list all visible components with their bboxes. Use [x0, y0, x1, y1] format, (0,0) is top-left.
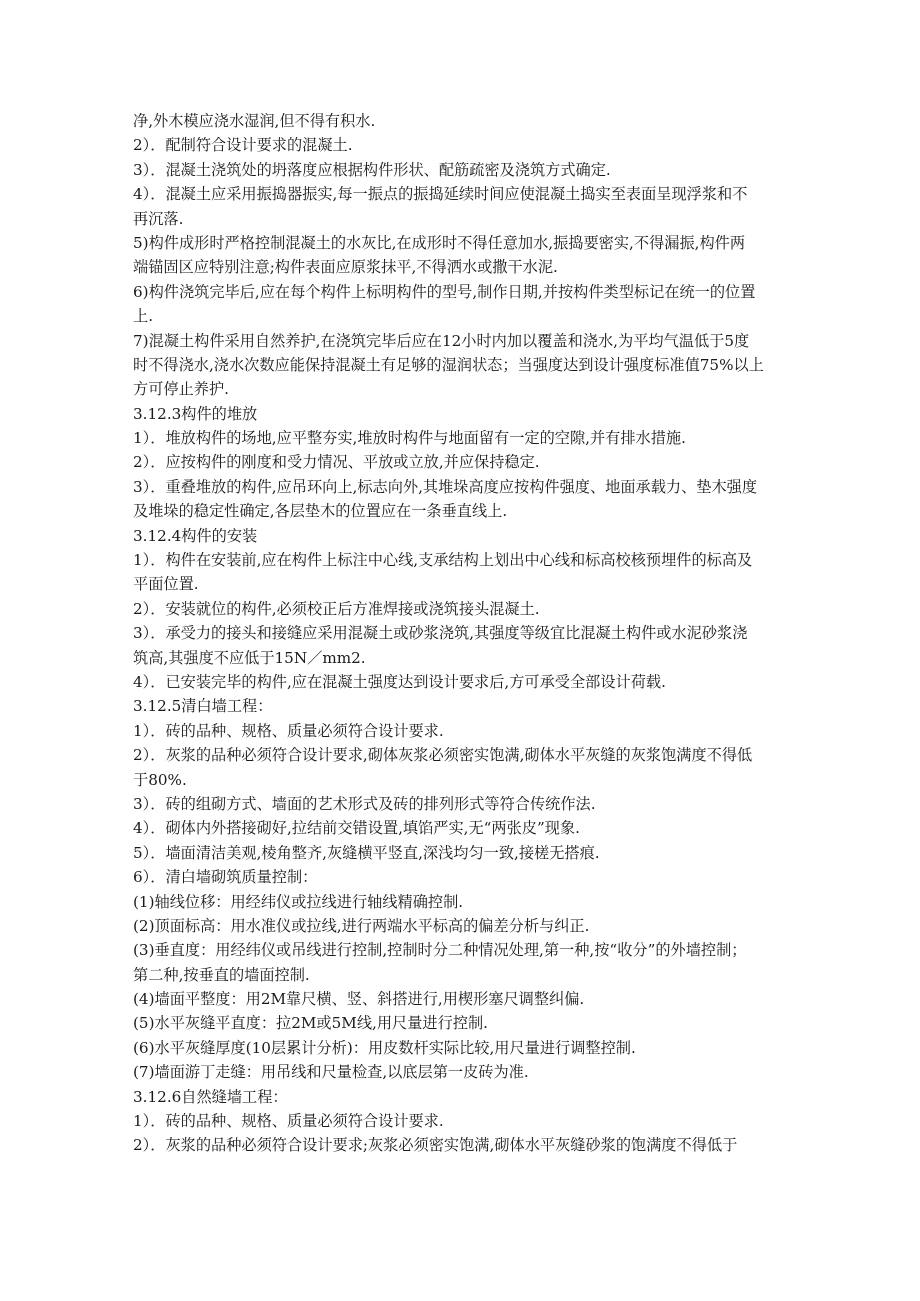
text-line: 3.12.3构件的堆放	[133, 404, 258, 423]
text-line: 方可停止养护.	[133, 380, 229, 399]
text-line: 平面位置.	[133, 575, 199, 594]
text-line: (5)水平灰缝平直度：拉2M或5M线,用尺量进行控制.	[133, 1014, 488, 1033]
text-line: (3)垂直度：用经纬仪或吊线进行控制,控制时分二种情况处理,第一种,按“收分”的外墙控制；	[133, 941, 747, 960]
text-line: 2）．应按构件的刚度和受力情况、平放或立放,并应保持稳定.	[133, 453, 540, 472]
text-line: (2)顶面标高：用水准仪或拉线,进行两端水平标高的偏差分析与纠正.	[133, 916, 590, 935]
text-line: 6）．清白墙砌筑质量控制：	[133, 868, 318, 887]
text-line: 6)构件浇筑完毕后,应在每个构件上标明构件的型号,制作日期,并按构件类型标记在统一的位置	[133, 282, 756, 301]
text-line: 3）．混凝土浇筑处的坍落度应根据构件形状、配筋疏密及浇筑方式确定.	[133, 160, 611, 179]
text-line: 1）．砖的品种、规格、质量必须符合设计要求.	[133, 1112, 444, 1131]
text-line: (7)墙面游丁走缝：用吊线和尺量检查,以底层第一皮砖为准.	[133, 1063, 529, 1082]
text-line: 3.12.5清白墙工程：	[133, 697, 273, 716]
text-line: (4)墙面平整度：用2M靠尺横、竖、斜搭进行,用楔形塞尺调整纠偏.	[133, 990, 585, 1009]
text-line: 5)构件成形时严格控制混凝土的水灰比,在成形时不得任意加水,振捣要密实,不得漏振,构件两	[133, 233, 746, 252]
text-line: 端锚固区应特别注意;构件表面应原浆抹平,不得洒水或撒干水泥.	[133, 258, 558, 277]
document-body	[133, 109, 793, 1158]
text-line: 筑高,其强度不应低于15N／mm2.	[133, 648, 366, 667]
text-line: 再沉落.	[133, 209, 184, 228]
text-line: 及堆垛的稳定性确定,各层垫木的位置应在一条垂直线上.	[133, 502, 508, 521]
text-line: 4）．混凝土应采用振捣器振实,每一振点的振捣延续时间应使混凝土捣实至表面呈现浮浆和不	[133, 185, 748, 204]
text-line: 4）．砌体内外搭接砌好,拉结前交错设置,填馅严实,无“两张皮”现象.	[133, 819, 580, 838]
text-line: 7)混凝土构件采用自然养护,在浇筑完毕后应在12小时内加以覆盖和浇水,为平均气温低于5度	[133, 331, 750, 350]
text-line: 3.12.6自然缝墙工程：	[133, 1087, 288, 1106]
text-line: 上.	[133, 307, 154, 326]
text-line: 3.12.4构件的安装	[133, 526, 258, 545]
text-line: 3）．砖的组砌方式、墙面的艺术形式及砖的排列形式等符合传统作法.	[133, 794, 596, 813]
text-line: 4）．已安装完毕的构件,应在混凝土强度达到设计要求后,方可承受全部设计荷载.	[133, 672, 666, 691]
text-line: 1）．构件在安装前,应在构件上标注中心线,支承结构上划出中心线和标高校核预埋件的标高及	[133, 551, 753, 570]
text-line: 时不得浇水,浇水次数应能保持混凝土有足够的湿润状态；当强度达到设计强度标准值75%以上	[133, 355, 764, 374]
text-line: 2）．安装就位的构件,必须校正后方准焊接或浇筑接头混凝土.	[133, 599, 540, 618]
text-line: 2）．配制符合设计要求的混凝土.	[133, 136, 353, 155]
text-line: (1)轴线位移：用经纬仪或拉线进行轴线精确控制.	[133, 892, 464, 911]
text-line: 1）．砖的品种、规格、质量必须符合设计要求.	[133, 721, 444, 740]
text-line: 于80%.	[133, 770, 187, 789]
text-line: 2）．灰浆的品种必须符合设计要求,砌体灰浆必须密实饱满,砌体水平灰缝的灰浆饱满度不得低	[133, 746, 753, 765]
text-line: 2）．灰浆的品种必须符合设计要求;灰浆必须密实饱满,砌体水平灰缝砂浆的饱满度不得低于	[133, 1136, 738, 1155]
text-line: 5）．墙面清洁美观,棱角整齐,灰缝横平竖直,深浅均匀一致,接槎无搭痕.	[133, 843, 600, 862]
text-line: 净,外木模应浇水湿润,但不得有积水.	[133, 112, 376, 130]
text-line: (6)水平灰缝厚度(10层累计分析)：用皮数杆实际比较,用尺量进行调整控制.	[133, 1038, 636, 1057]
text-line: 1）．堆放构件的场地,应平整夯实,堆放时构件与地面留有一定的空隙,并有排水措施.	[133, 429, 686, 448]
text-line: 3）．承受力的接头和接缝应采用混凝土或砂浆浇筑,其强度等级宜比混凝土构件或水泥砂浆浇	[133, 624, 748, 643]
text-line: 第二种,按垂直的墙面控制.	[133, 965, 310, 984]
text-line: 3）．重叠堆放的构件,应吊环向上,标志向外,其堆垛高度应按构件强度、地面承载力、垫木强度	[133, 477, 758, 496]
